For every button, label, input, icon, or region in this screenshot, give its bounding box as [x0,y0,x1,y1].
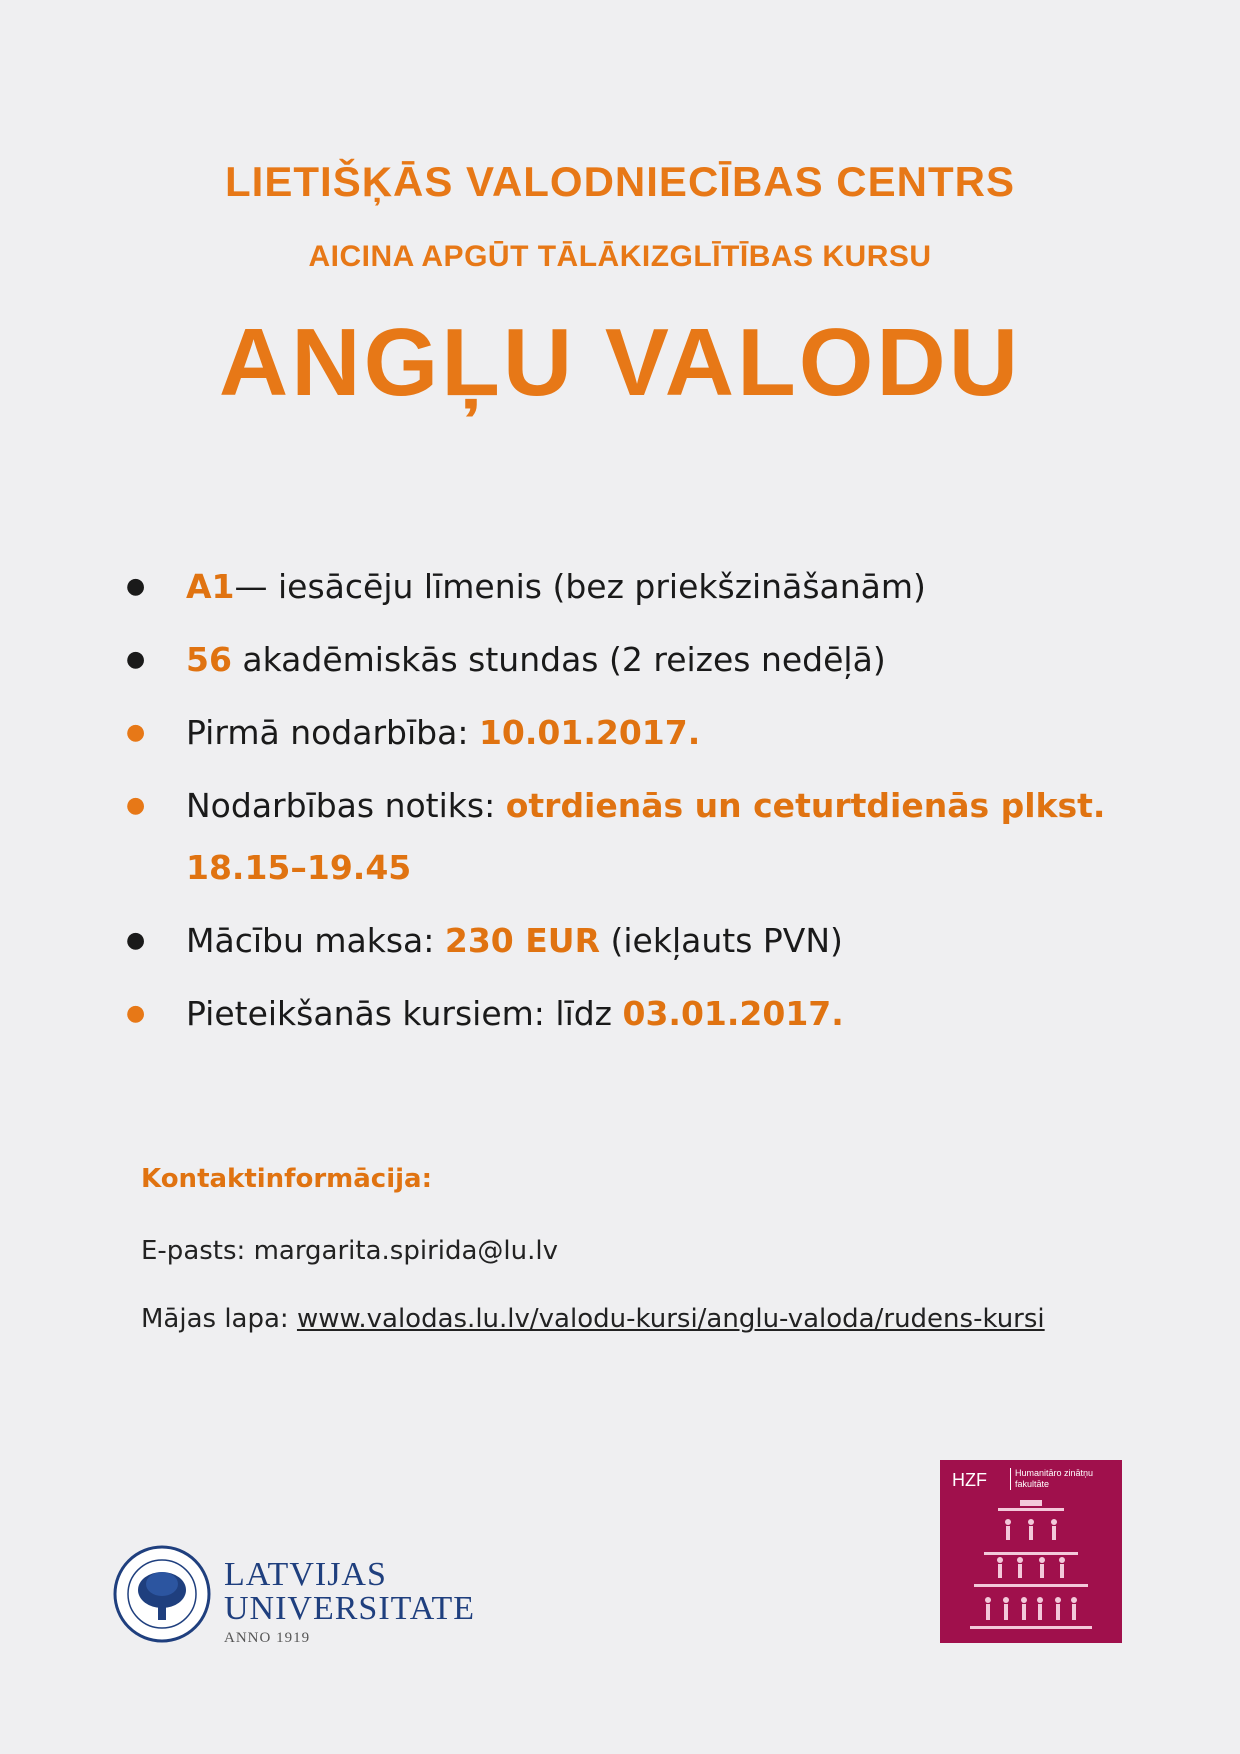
lu-name-line2: UNIVERSITATE [224,1590,476,1627]
hzf-abbreviation: HZF [952,1470,987,1490]
list-item-hours [120,629,1140,691]
contact-title: Kontaktinformācija: [141,1164,432,1194]
bullet-icon: ● [126,793,146,818]
schedule-label: Nodarbības notiks: [186,786,506,825]
deadline-date: 03.01.2017. [622,994,844,1033]
schedule-value: otrdienās un ceturtdienās plkst. 18.15–19.45 [186,786,1106,887]
fee-value: 230 EUR [444,921,600,960]
web-label: Mājas lapa: [141,1304,297,1334]
lu-logo [112,1538,492,1650]
list-item-schedule [120,775,1140,899]
hours-text: akadēmiskās stundas (2 reizes nedēļā) [231,640,886,679]
bullet-icon: ● [126,1001,146,1026]
website-link[interactable]: www.valodas.lu.lv/valodu-kursi/anglu-valoda/rudens-kursi [296,1304,1045,1334]
lu-seal-icon [112,1538,212,1650]
bullet-icon: ● [126,647,146,672]
invite-subtitle: AICINA APGŪT TĀLĀKIZGLĪTĪBAS KURSU [308,240,932,273]
list-item-deadline [120,983,1140,1045]
org-title: LIETIŠĶĀS VALODNIECĪBAS CENTRS [225,158,1015,205]
contact-section [141,1164,1141,1372]
bullet-icon: ● [126,574,146,599]
list-item-first-lesson [120,702,1140,764]
fee-label: Mācību maksa: [186,921,445,960]
lu-name-line1: LATVIJAS [224,1556,387,1593]
bullet-icon: ● [126,928,146,953]
course-title: ANGĻU VALODU [218,309,1022,416]
level-text: — iesācēju līmenis (bez priekšzināšanām) [234,567,926,606]
course-details-list [120,556,1140,1056]
hzf-faculty-name: Humanitāro zinātņu fakultāte [1010,1468,1120,1490]
bullet-icon: ● [126,720,146,745]
lu-founded: ANNO 1919 [224,1630,311,1646]
list-item-level [120,556,1140,618]
email-line [141,1236,1141,1266]
first-lesson-label: Pirmā nodarbība: [186,713,479,752]
hzf-pyramid-icon [940,1460,1122,1643]
hours-value: 56 [186,640,232,679]
deadline-label: Pieteikšanās kursiem: līdz [186,994,623,1033]
first-lesson-date: 10.01.2017. [478,713,701,752]
list-item-fee [120,910,1140,972]
email-link[interactable]: margarita.spirida@lu.lv [253,1236,558,1266]
hzf-logo [940,1460,1122,1643]
email-label: E-pasts: [141,1236,254,1266]
fee-note: (iekļauts PVN) [600,921,843,960]
web-line [141,1304,1141,1334]
level-value: A1 [186,567,235,606]
